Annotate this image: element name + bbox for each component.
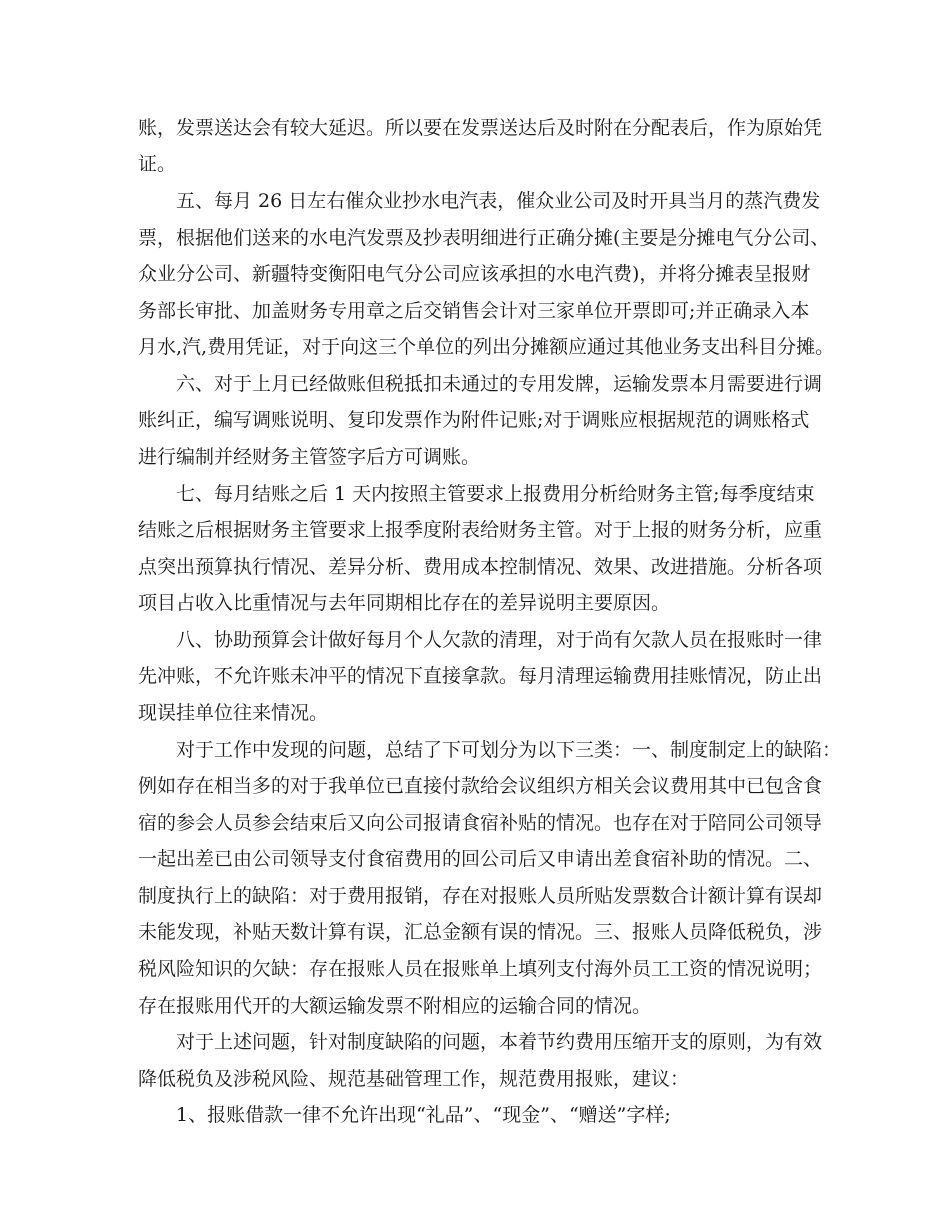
text-line: 进行编制并经财务主管签字后方可调账。 [138, 446, 481, 468]
text-line: 一起出差已由公司领导支付食宿费用的回公司后又申请出差食宿补助的情况。二、 [138, 848, 823, 870]
text-line: 账纠正，编写调账说明、复印发票作为附件记账;对于调账应根据规范的调账格式 [138, 409, 810, 431]
text-line: 税风险知识的欠缺：存在报账人员在报账单上填列支付海外员工工资的情况说明； [138, 958, 823, 980]
text-line: 账，发票送达会有较大延迟。所以要在发票送达后及时附在分配表后，作为原始凭 [138, 117, 823, 139]
text-line: 项目占收入比重情况与去年同期相比存在的差异说明主要原因。 [138, 592, 671, 614]
text-line: 制度执行上的缺陷：对于费用报销，存在对报账人员所贴发票数合计额计算有误却 [138, 885, 823, 907]
text-line: 降低税负及涉税风险、规范基础管理工作，规范费用报账，建议： [138, 1068, 690, 1090]
text-line: 对于上述问题，针对制度缺陷的问题，本着节约费用压缩开支的原则，为有效 [176, 1031, 823, 1053]
text-line: 对于工作中发现的问题，总结了下可划分为以下三类：一、制度制定上的缺陷： [176, 739, 842, 761]
text-line: 宿的参会人员参会结束后又向公司报请食宿补贴的情况。也存在对于陪同公司领导 [138, 812, 823, 834]
text-line: 务部长审批、加盖财务专用章之后交销售会计对三家单位开票即可;并正确录入本 [138, 300, 810, 322]
text-line: 众业分公司、新疆特变衡阳电气分公司应该承担的水电汽费)，并将分摊表呈报财 [138, 263, 811, 285]
text-line: 证。 [138, 153, 177, 175]
text-line: 票，根据他们送来的水电汽发票及抄表明细进行正确分摊(主要是分摊电气分公司、 [138, 227, 830, 249]
text-line: 六、对于上月已经做账但税抵扣未通过的专用发牌，运输发票本月需要进行调 [176, 373, 823, 395]
text-line: 点突出预算执行情况、差异分析、费用成本控制情况、效果、改进措施。分析各项 [138, 556, 823, 578]
text-line: 未能发现，补贴天数计算有误，汇总金额有误的情况。三、报账人员降低税负，涉 [138, 921, 823, 943]
text-line: 七、每月结账之后 1 天内按照主管要求上报费用分析给财务主管;每季度结束 [176, 483, 815, 505]
text-line: 现误挂单位往来情况。 [138, 702, 329, 724]
text-line: 例如存在相当多的对于我单位已直接付款给会议组织方相关会议费用其中已包含食 [138, 775, 823, 797]
text-line: 先冲账，不允许账未冲平的情况下直接拿款。每月清理运输费用挂账情况，防止出 [138, 665, 823, 687]
text-line: 八、协助预算会计做好每月个人欠款的清理，对于尚有欠款人员在报账时一律 [176, 629, 823, 651]
text-line: 存在报账用代开的大额运输发票不附相应的运输合同的情况。 [138, 995, 652, 1017]
text-line: 月水,汽,费用凭证，对于向这三个单位的列出分摊额应通过其他业务支出科目分摊。 [138, 336, 835, 358]
text-line: 结账之后根据财务主管要求上报季度附表给财务主管。对于上报的财务分析，应重 [138, 519, 823, 541]
text-line: 五、每月 26 日左右催众业抄水电汽表，催众业公司及时开具当月的蒸汽费发 [176, 190, 821, 212]
text-line: 1、报账借款一律不允许出现“礼品”、“现金”、“赠送”字样; [176, 1104, 671, 1126]
